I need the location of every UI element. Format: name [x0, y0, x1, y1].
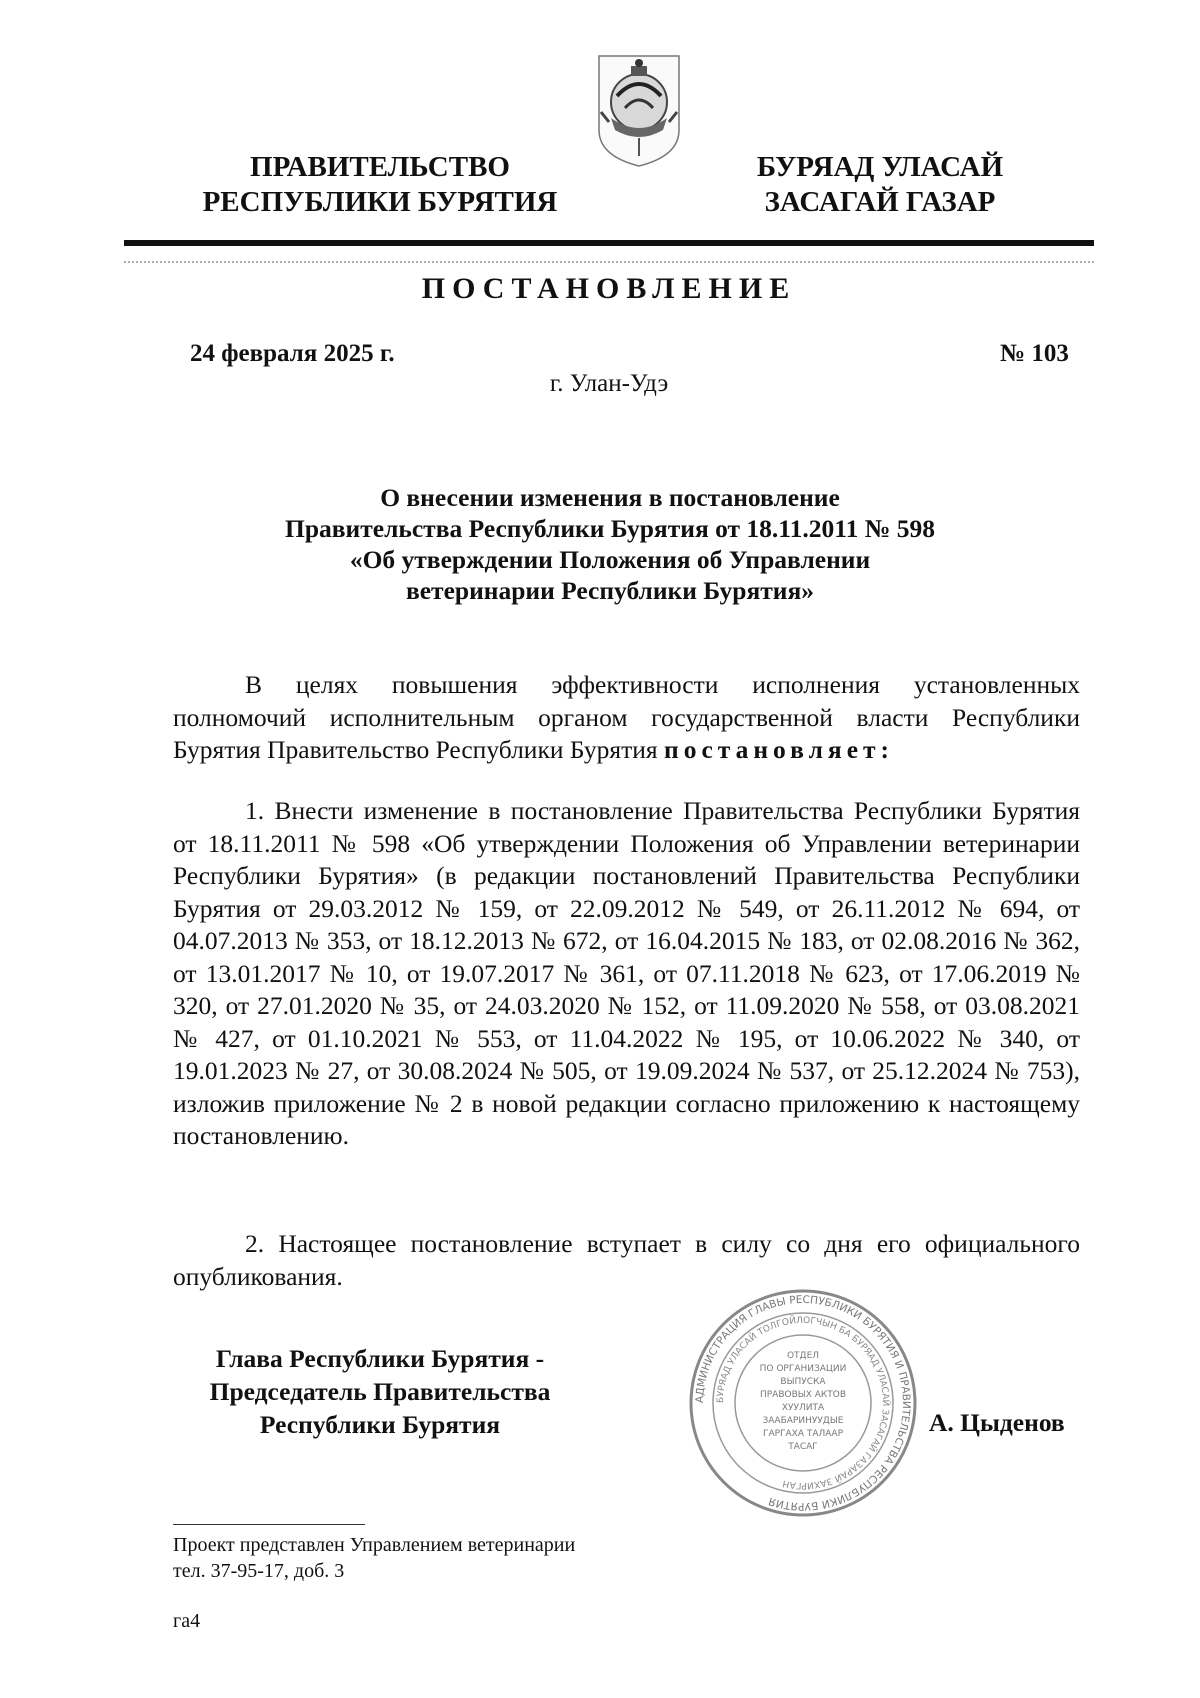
document-number: № 103 — [1000, 340, 1069, 367]
coat-of-arms-emblem — [595, 52, 683, 170]
signatory-title-line: Председатель Правительства — [209, 1377, 551, 1406]
stamp-center-line: ХУУЛИТА — [781, 1403, 825, 1413]
signatory-name: А. Цыденов — [929, 1408, 1065, 1437]
footnote-divider — [173, 1524, 365, 1525]
stamp-inner-text: БУРЯАД УЛАСАЙ ТОЛГОЙЛОГЧЫН БА БУРЯАД УЛАСАЙ ЗАСАГАЙ ГАЗАРАЙ ЗАХИРГАН — [715, 1315, 891, 1491]
stamp-center-line: ЗААБАРИНУУДЫЕ — [762, 1416, 844, 1426]
header-left — [170, 150, 590, 220]
resolves-word: постановляет: — [664, 735, 895, 764]
signatory-title — [160, 1342, 600, 1441]
item-1-paragraph: 1. Внести изменение в постановление Правительства Республики Бурятия от 18.11.2011 № 598 «Об утверждении Положения об Управлении ветеринарии Республики Бурятия» (в редакции постановлений Правительства Республики Бурятия от 29.03.2012 № 159, от 22.09.2012 № 549, от 26.11.2012 № 694, от 04.07.2013 № 353, от 18.12.2013 № 672, от 16.04.2015 № 183, от 02.08.2016 № 362, от 13.01.2017 № 10, от 19.07.2017 № 361, от 07.11.2018 № 623, от 17.06.2019 № 320, от 27.01.2020 № 35, от 24.03.2020 № 152, от 11.09.2020 № 558, от 03.08.2021 № 427, от 01.10.2021 № 553, от 11.04.2022 № 195, от 10.06.2022 № 340, от 19.01.2023 № 27, от 30.08.2024 № 505, от 19.09.2024 № 537, от 25.12.2024 № 753), изложив приложение № 2 в новой редакции согласно приложению к настоящему постановлению. — [173, 796, 1080, 1150]
footnote-line: Проект представлен Управлением ветеринарии — [173, 1534, 576, 1556]
document-type: ПОСТАНОВЛЕНИЕ — [421, 272, 797, 305]
header-left-line1: ПРАВИТЕЛЬСТВО — [250, 151, 510, 183]
subject-line: «Об утверждении Положения об Управлении — [349, 545, 871, 574]
item-2-paragraph: 2. Настоящее постановление вступает в силу со дня его официального опубликования. — [173, 1229, 1080, 1291]
stamp-center-line: ВЫПУСКА — [780, 1377, 826, 1387]
header-divider-dotted — [124, 261, 1094, 263]
stamp-center-line: ГАРГАХА ТАЛААР — [762, 1429, 844, 1439]
header-left-line2: РЕСПУБЛИКИ БУРЯТИЯ — [202, 186, 558, 218]
footnote-line: тел. 37-95-17, доб. 3 — [173, 1560, 345, 1582]
subject-line: Правительства Республики Бурятия от 18.11.2011 № 598 — [285, 514, 935, 543]
stamp-center-line: ПО ОРГАНИЗАЦИИ — [759, 1364, 847, 1374]
document-date: 24 февраля 2025 г. — [190, 340, 395, 367]
stamp-center-line: ПРАВОВЫХ АКТОВ — [759, 1390, 847, 1400]
header-right — [730, 150, 1030, 220]
header-right-line1: БУРЯАД УЛАСАЙ — [756, 151, 1004, 183]
stamp-outer-text: АДМИНИСТРАЦИЯ ГЛАВЫ РЕСПУБЛИКИ БУРЯТИЯ И ПРАВИТЕЛЬСТВА РЕСПУБЛИКИ БУРЯТИЯ — [693, 1293, 913, 1513]
signatory-title-line: Республики Бурятия — [259, 1410, 501, 1439]
subject-line: ветеринарии Республики Бурятия» — [405, 576, 815, 605]
header-divider — [124, 240, 1094, 246]
footnote — [173, 1532, 575, 1584]
stamp-center-line: ТАСАГ — [788, 1442, 818, 1452]
document-city: г. Улан-Удэ — [549, 370, 669, 397]
official-stamp — [688, 1288, 918, 1518]
header-right-line2: ЗАСАГАЙ ГАЗАР — [764, 186, 996, 218]
preamble-text: В целях повышения эффективности исполнения установленных полномочий исполнительным органом государственной власти Республики Бурятия Правительство Республики Бурятия — [173, 670, 1080, 764]
stamp-center-line: ОТДЕЛ — [786, 1351, 820, 1361]
document-code: га4 — [173, 1610, 201, 1632]
document-subject — [160, 482, 1060, 606]
preamble-paragraph — [173, 669, 1080, 767]
subject-line: О внесении изменения в постановление — [380, 483, 840, 512]
signatory-title-line: Глава Республики Бурятия - — [215, 1344, 545, 1373]
